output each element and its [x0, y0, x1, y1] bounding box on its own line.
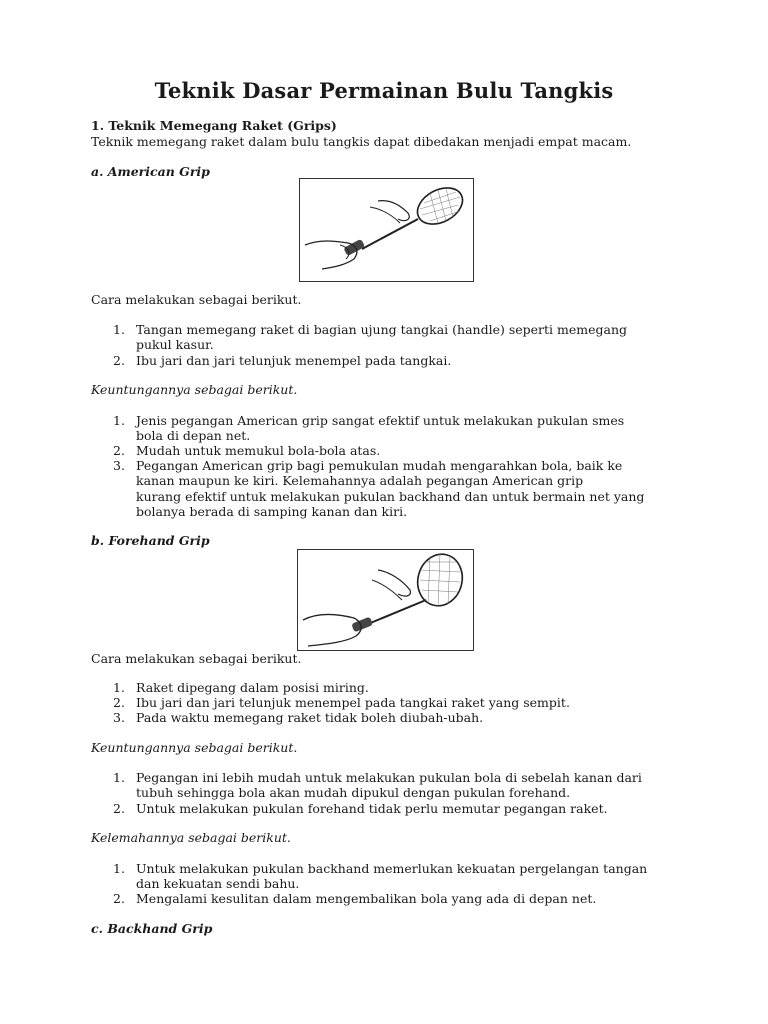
list-item: Jenis pegangan American grip sangat efektif untuk melakukan pukulan smes bola di depan net.	[136, 413, 625, 444]
american-keuntungan-label: Keuntungannya sebagai berikut.	[91, 382, 298, 397]
list-item: Pada waktu memegang raket tidak boleh diubah-ubah.	[136, 710, 484, 725]
list-number: 2.	[113, 443, 125, 458]
list-item: Pegangan American grip bagi pemukulan mudah mengarahkan bola, baik ke kanan maupun ke kiri. Kelemahannya adalah pegangan American grip kurang efektif untuk melakukan pukulan backhand dan untuk bermain net yang bolanya berada di samping kanan dan kiri.	[136, 458, 645, 519]
list-item: Raket dipegang dalam posisi miring.	[136, 680, 369, 695]
racket-hand-drawing	[300, 179, 473, 281]
list-number: 1.	[113, 680, 125, 695]
list-number: 2.	[113, 353, 125, 368]
list-number: 3.	[113, 710, 125, 725]
forehand-cara-label: Cara melakukan sebagai berikut.	[91, 651, 302, 666]
list-number: 3.	[113, 458, 125, 473]
list-item: Ibu jari dan jari telunjuk menempel pada tangkai.	[136, 353, 452, 368]
list-number: 1.	[113, 322, 125, 337]
racket-hand-drawing	[298, 550, 473, 650]
list-item: Ibu jari dan jari telunjuk menempel pada tangkai raket yang sempit.	[136, 695, 570, 710]
list-number: 1.	[113, 770, 125, 785]
forehand-kelemahan-label: Kelemahannya sebagai berikut.	[91, 830, 291, 845]
list-number: 1.	[113, 861, 125, 876]
list-number: 2.	[113, 891, 125, 906]
list-item: Pegangan ini lebih mudah untuk melakukan pukulan bola di sebelah kanan dari tubuh sehingga bola akan mudah dipukul dengan pukulan forehand.	[136, 770, 642, 801]
forehand-grip-heading: b. Forehand Grip	[91, 533, 210, 548]
section-intro: Teknik memegang raket dalam bulu tangkis dapat dibedakan menjadi empat macam.	[91, 134, 632, 149]
list-number: 2.	[113, 695, 125, 710]
list-number: 1.	[113, 413, 125, 428]
list-item: Mengalami kesulitan dalam mengembalikan bola yang ada di depan net.	[136, 891, 597, 906]
backhand-grip-heading: c. Backhand Grip	[91, 921, 213, 936]
american-cara-label: Cara melakukan sebagai berikut.	[91, 292, 302, 307]
american-grip-illustration	[299, 178, 474, 282]
american-grip-heading: a. American Grip	[91, 164, 210, 179]
list-item: Tangan memegang raket di bagian ujung tangkai (handle) seperti memegang pukul kasur.	[136, 322, 628, 353]
section-heading: 1. Teknik Memegang Raket (Grips)	[91, 118, 337, 133]
forehand-keuntungan-label: Keuntungannya sebagai berikut.	[91, 740, 298, 755]
list-item: Untuk melakukan pukulan backhand memerlukan kekuatan pergelangan tangan dan kekuatan sendi bahu.	[136, 861, 648, 892]
page-title: Teknik Dasar Permainan Bulu Tangkis	[154, 78, 614, 103]
list-item: Untuk melakukan pukulan forehand tidak perlu memutar pegangan raket.	[136, 801, 608, 816]
list-number: 2.	[113, 801, 125, 816]
list-item: Mudah untuk memukul bola-bola atas.	[136, 443, 381, 458]
forehand-grip-illustration	[297, 549, 474, 651]
